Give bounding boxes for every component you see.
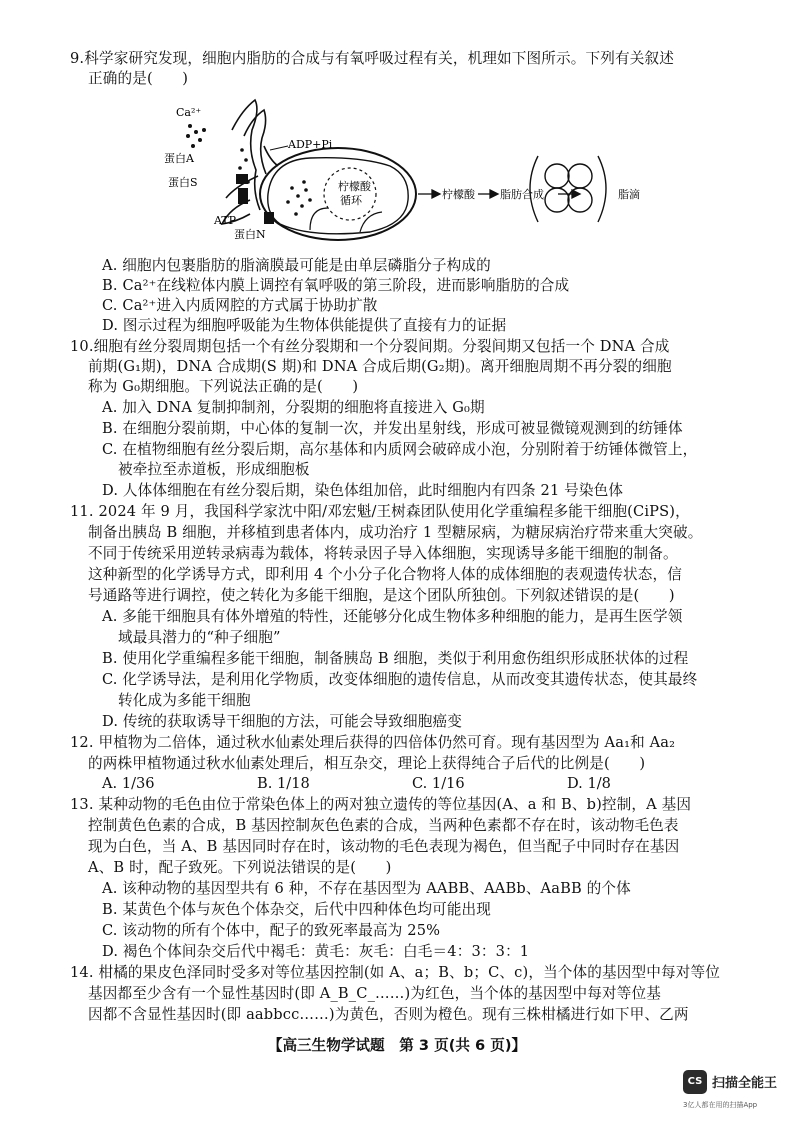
q11-stem-line4: 这种新型的化学诱导方式，即利用 4 个小分子化合物将人体的成体细胞的表观遗传状态，信 — [88, 566, 683, 583]
q9-mechanism-figure — [160, 90, 640, 250]
q13-option-d: D. 褐色个体间杂交后代中褐毛：黄毛：灰毛：白毛＝4：3：3：1 — [102, 943, 530, 960]
q11-option-b: B. 使用化学重编程多能干细胞，制备胰岛 B 细胞，类似于利用愈伤组织形成胚状体的过程 — [102, 650, 689, 667]
q11-option-c-line2: 转化成为多能干细胞 — [118, 692, 251, 709]
q12-stem-line1: 12. 甲植物为二倍体，通过秋水仙素处理后获得的四倍体仍然可育。现有基因型为 Aa₁和 Aa₂ — [70, 734, 676, 751]
q10-stem-line3: 称为 G₀期细胞。下列说法正确的是( ) — [88, 378, 359, 395]
q10-stem-line1: 10.细胞有丝分裂周期包括一个有丝分裂期和一个分裂间期。分裂间期又包括一个 DNA 合成 — [70, 338, 670, 355]
q12-stem-line2: 的两株甲植物通过秋水仙素处理后，相互杂交，理论上获得纯合子后代的比例是( ) — [88, 755, 646, 772]
page-footer: 【高三生物学试题 第 3 页(共 6 页)】 — [267, 1037, 527, 1054]
q11-stem-line1: 11. 2024 年 9 月，我国科学家沈中阳/邓宏魁/王树森团队使用化学重编程多能干细胞(CiPS)， — [70, 503, 690, 520]
q9-option-a: A. 细胞内包裹脂肪的脂滴膜最可能是由单层磷脂分子构成的 — [102, 257, 491, 274]
protein-n-label: 蛋白N — [234, 228, 266, 241]
q9-stem-line1: 9.科学家研究发现，细胞内脂肪的合成与有氧呼吸过程有关，机理如下图所示。下列有关叙述 — [70, 50, 674, 67]
q9-stem-line2: 正确的是( ) — [88, 70, 189, 87]
protein-s-label: 蛋白S — [168, 176, 198, 189]
citrate-label: 柠檬酸 — [442, 188, 475, 201]
fat-synthesis-label: 脂肪合成 — [500, 188, 544, 201]
q13-stem-line2: 控制黄色色素的合成，B 基因控制灰色色素的合成，当两种色素都不存在时，该动物毛色表 — [88, 817, 679, 834]
q10-option-a: A. 加入 DNA 复制抑制剂，分裂期的细胞将直接进入 G₀期 — [102, 399, 485, 416]
q10-stem-line2: 前期(G₁期)，DNA 合成期(S 期)和 DNA 合成后期(G₂期)。离开细胞周期不再分裂的细胞 — [88, 358, 672, 375]
protein-a-label: 蛋白A — [164, 152, 194, 165]
mito-dots — [286, 180, 312, 216]
droplet-label: 脂滴 — [618, 188, 640, 201]
q10-option-b: B. 在细胞分裂前期，中心体的复制一次，并发出星射线，形成可被显微镜观测到的纺锤体 — [102, 420, 683, 437]
scanner-watermark — [683, 1068, 788, 1118]
cycle-label-2: 循环 — [340, 194, 362, 207]
q10-option-d: D. 人体体细胞在有丝分裂后期，染色体组加倍，此时细胞内有四条 21 号染色体 — [102, 482, 624, 499]
adp-label: ADP+Pi — [288, 138, 333, 151]
q13-stem-line4: A、B 时，配子致死。下列说法错误的是( ) — [88, 859, 392, 876]
protein-a-shape — [236, 174, 248, 184]
q9-option-d: D. 图示过程为细胞呼吸能为生物体供能提供了直接有力的证据 — [102, 317, 507, 334]
cycle-label-1: 柠檬酸 — [338, 180, 371, 193]
q11-option-c-line1: C. 化学诱导法，是利用化学物质，改变体细胞的遗传信息，从而改变其遗传状态，使其最终 — [102, 671, 698, 688]
q14-stem-line3: 因都不含显性基因时(即 aabbcc……)为黄色，否则为橙色。现有三株柑橘进行如下甲、乙两 — [88, 1006, 689, 1023]
q11-option-d: D. 传统的获取诱导干细胞的方法，可能会导致细胞癌变 — [102, 713, 463, 730]
q13-stem-line1: 13. 某种动物的毛色由位于常染色体上的两对独立遗传的等位基因(A、a 和 B、b)控制，A 基因 — [70, 796, 692, 813]
scanner-logo-icon: CS — [683, 1070, 707, 1094]
q10-option-c-line1: C. 在植物细胞有丝分裂后期，高尔基体和内质网会破碎成小泡，分别附着于纺锤体微管上， — [102, 441, 698, 458]
q13-option-c: C. 该动物的所有个体中，配子的致死率最高为 25% — [102, 922, 441, 939]
q11-option-a-line2: 域最具潜力的“种子细胞” — [118, 629, 281, 646]
q13-stem-line3: 现为白色，当 A、B 基因同时存在时，该动物的毛色表现为褐色，但当配子中同时存在基因 — [88, 838, 680, 855]
q12-option-b: B. 1/18 — [257, 775, 310, 792]
protein-n-shape — [264, 212, 274, 224]
q12-option-c: C. 1/16 — [412, 775, 465, 792]
q11-stem-line2: 制备出胰岛 B 细胞，并移植到患者体内，成功治疗 1 型糖尿病，为糖尿病治疗带来重大突破。 — [88, 524, 703, 541]
q9-option-c: C. Ca²⁺进入内质网腔的方式属于协助扩散 — [102, 297, 378, 314]
q12-options — [102, 774, 722, 794]
q14-stem-line1: 14. 柑橘的果皮色泽同时受多对等位基因控制(如 A、a；B、b；C、c)，当个体的基因型中每对等位 — [70, 964, 720, 981]
q13-option-a: A. 该种动物的基因型共有 6 种，不存在基因型为 AABB、AABb、AaBB 的个体 — [102, 880, 631, 897]
q11-stem-line5: 号通路等进行调控，使之转化为多能干细胞，是这个团队所独创。下列叙述错误的是( ) — [88, 587, 675, 604]
q10-option-c-line2: 被牵拉至赤道板，形成细胞板 — [118, 461, 310, 478]
er-folds — [222, 100, 278, 224]
q9-option-b: B. Ca²⁺在线粒体内膜上调控有氧呼吸的第三阶段，进而影响脂肪的合成 — [102, 277, 570, 294]
atp-label: ATP — [214, 214, 237, 227]
protein-s-shape — [238, 188, 248, 204]
scanner-tagline: 3亿人都在用的扫描App — [683, 1101, 758, 1109]
q12-option-d: D. 1/8 — [567, 775, 611, 792]
q11-option-a-line1: A. 多能干细胞具有体外增殖的特性，还能够分化成生物体多种细胞的能力，是再生医学领 — [102, 608, 683, 625]
q11-stem-line3: 不同于传统采用逆转录病毒为载体，将转录因子导入体细胞，实现诱导多能干细胞的制备。 — [88, 545, 678, 562]
q12-option-a: A. 1/36 — [102, 775, 155, 792]
q13-option-b: B. 某黄色个体与灰色个体杂交，后代中四种体色均可能出现 — [102, 901, 492, 918]
q14-stem-line2: 基因都至少含有一个显性基因时(即 A_B_C_……)为红色，当个体的基因型中每对等位基 — [88, 985, 661, 1002]
mitochondrion — [260, 148, 416, 240]
adp-leader — [270, 146, 288, 150]
scanner-app-name: 扫描全能王 — [712, 1076, 778, 1091]
calcium-label: Ca²⁺ — [176, 106, 202, 119]
